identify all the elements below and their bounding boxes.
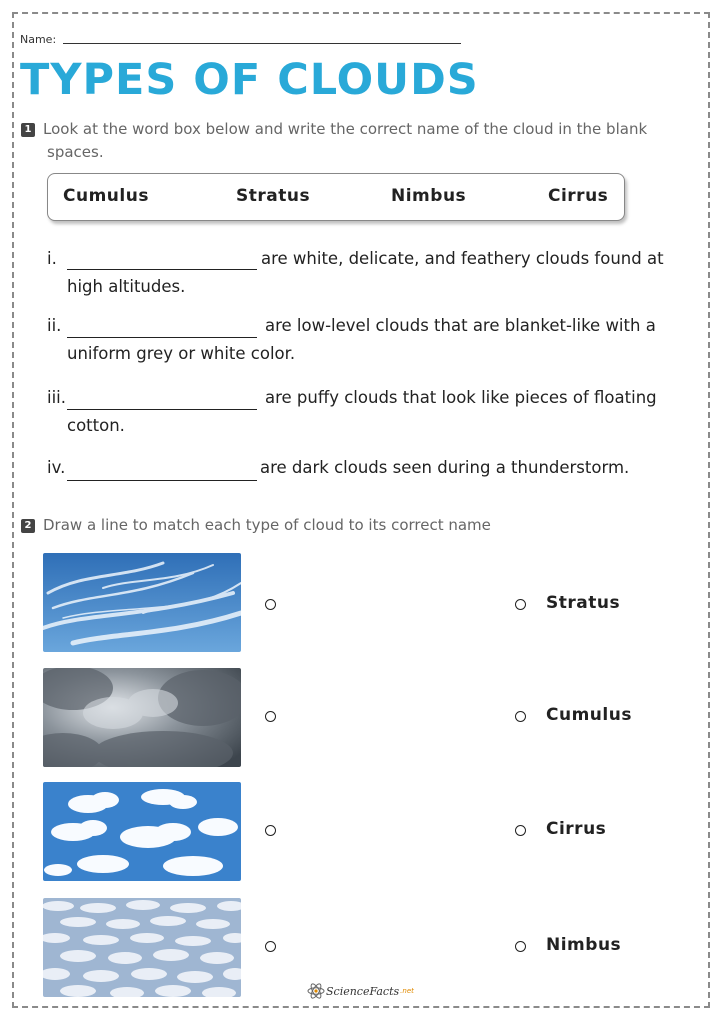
logo-text: ScienceFacts: [326, 984, 400, 998]
word-box-word: Nimbus: [391, 186, 467, 206]
cumulus-cloud-photo: [43, 782, 241, 881]
match-label: Cirrus: [546, 819, 607, 839]
question-1-instruction-line1: Look at the word box below and write the correct name of the cloud in the blank: [43, 120, 648, 138]
question-2-number: 2: [21, 519, 35, 533]
cirrus-cloud-photo: [43, 553, 241, 652]
stratus-cloud-photo: [43, 898, 241, 997]
question-1-instruction-line2: spaces.: [47, 143, 104, 161]
logo-suffix: .net: [400, 987, 414, 995]
question-1-number: 1: [21, 123, 35, 137]
item-text: cotton.: [67, 416, 125, 435]
atom-icon: [306, 981, 326, 1001]
word-box-word: Cumulus: [63, 186, 149, 206]
match-label: Nimbus: [546, 935, 622, 955]
question-2-instruction: Draw a line to match each type of cloud to its correct name: [43, 516, 491, 534]
match-dot-left[interactable]: [265, 825, 276, 836]
word-box-word: Stratus: [236, 186, 311, 206]
item-numeral: iii.: [47, 388, 66, 407]
word-box: [47, 173, 625, 221]
word-box-word: Cirrus: [548, 186, 609, 206]
item-numeral: ii.: [47, 316, 62, 335]
name-label: Name:: [20, 33, 57, 46]
answer-blank[interactable]: [67, 409, 257, 410]
answer-blank[interactable]: [67, 337, 257, 338]
match-dot-right[interactable]: [515, 599, 526, 610]
sciencefacts-logo: [306, 981, 414, 1001]
item-text: are white, delicate, and feathery clouds found at: [261, 249, 664, 268]
item-text: are dark clouds seen during a thunderstorm.: [260, 458, 630, 477]
answer-blank[interactable]: [67, 269, 257, 270]
answer-blank[interactable]: [67, 480, 257, 481]
item-text: are puffy clouds that look like pieces of floating: [265, 388, 657, 407]
nimbus-cloud-photo: [43, 668, 241, 767]
match-dot-left[interactable]: [265, 599, 276, 610]
item-numeral: iv.: [47, 458, 66, 477]
match-label: Cumulus: [546, 705, 632, 725]
match-dot-left[interactable]: [265, 711, 276, 722]
page-title: TYPES OF CLOUDS: [20, 55, 479, 105]
item-text: high altitudes.: [67, 277, 186, 296]
item-numeral: i.: [47, 249, 57, 268]
name-field[interactable]: [63, 43, 461, 44]
item-text: uniform grey or white color.: [67, 344, 296, 363]
match-dot-right[interactable]: [515, 711, 526, 722]
match-label: Stratus: [546, 593, 621, 613]
match-dot-right[interactable]: [515, 941, 526, 952]
match-dot-right[interactable]: [515, 825, 526, 836]
item-text: are low-level clouds that are blanket-like with a: [265, 316, 656, 335]
match-dot-left[interactable]: [265, 941, 276, 952]
